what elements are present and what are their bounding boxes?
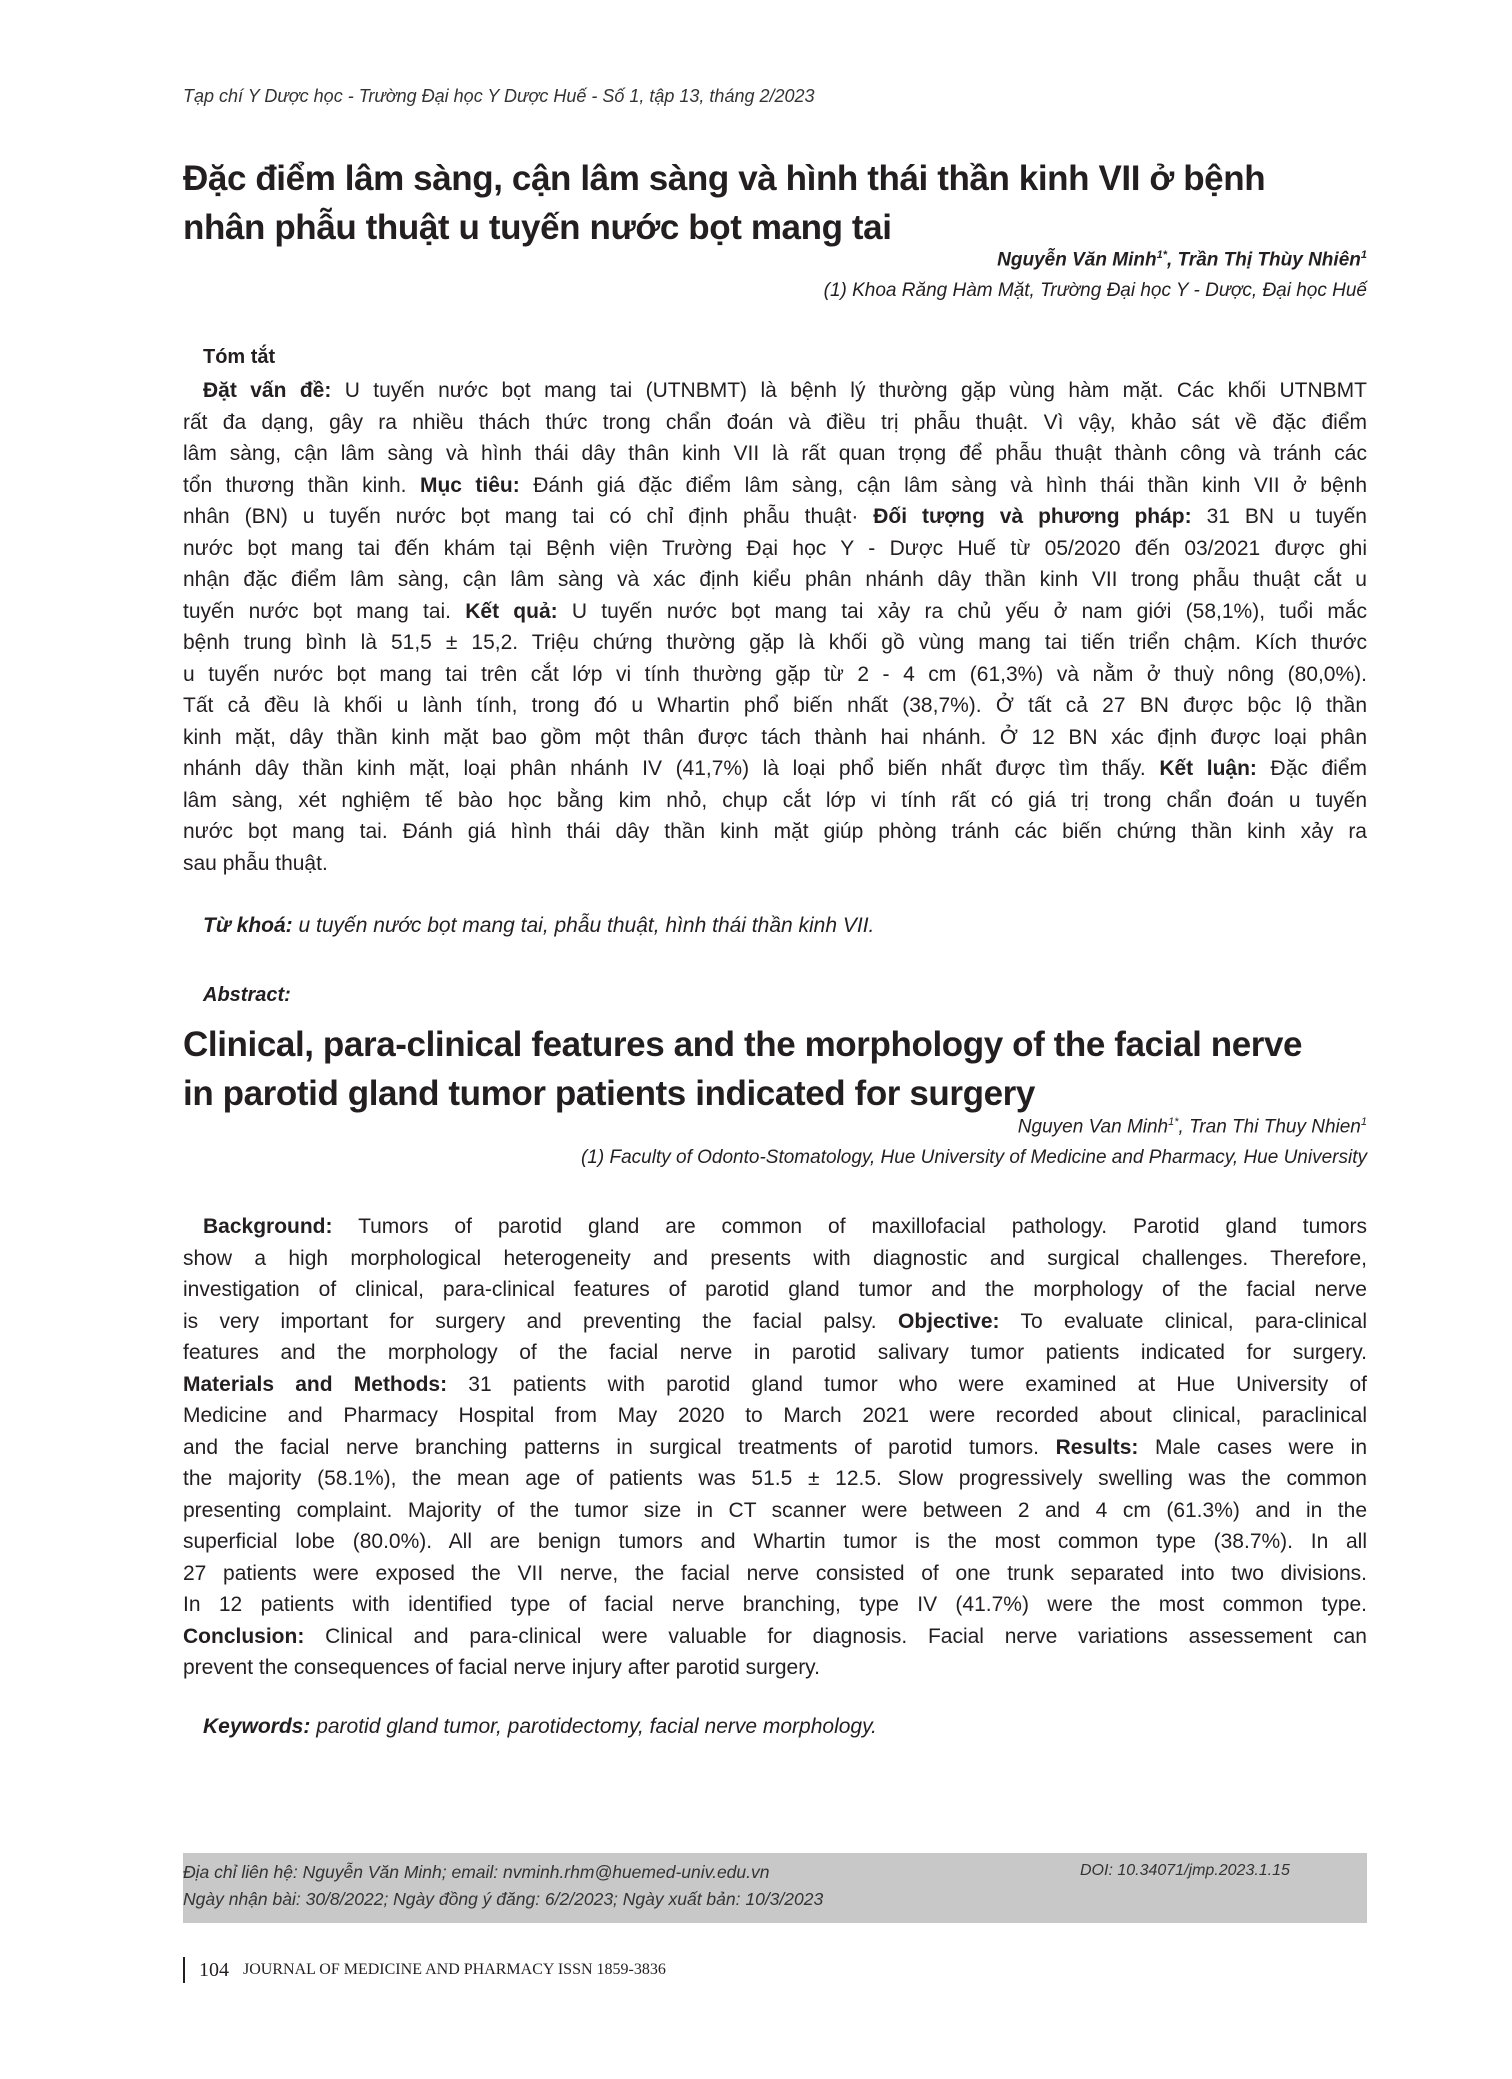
section-label: Background:: [203, 1215, 333, 1238]
footer-rule: [183, 1957, 185, 1983]
text-run: nhận đặc điểm lâm sàng, cận lâm sàng và xác định kiểu phân nhánh dây thần kinh VII trong phẫu thuật cắt u: [183, 568, 1367, 591]
text-line: [183, 659, 1367, 691]
text-line: [183, 407, 1367, 439]
author-2: , Tran Thi Thuy Nhien: [1178, 1116, 1361, 1138]
text-run: bệnh trung bình là 51,5 ± 15,2. Triệu chứng thường gặp là khối gồ vùng mang tai tiến triển chậm. Kích thước: [183, 631, 1367, 654]
en-title: [183, 1020, 1373, 1118]
doi: DOI: 10.34071/jmp.2023.1.15: [1080, 1862, 1290, 1879]
text-run: sau phẫu thuật.: [183, 851, 328, 875]
text-run: To evaluate clinical, para-clinical: [999, 1309, 1367, 1333]
text-run: Medicine and Pharmacy Hospital from May 2020 to March 2021 were recorded about clinical, paraclinical: [183, 1404, 1367, 1427]
author-1-sup: 1*: [1156, 249, 1167, 261]
en-title-line: in parotid gland tumor patients indicated for surgery: [183, 1074, 1035, 1113]
text-line: [183, 438, 1367, 470]
text-run: Tất cả đều là khối u lành tính, trong đó u Whartin phổ biến nhất (38,7%). Ở tất cả 27 BN được bộc lộ thần: [183, 694, 1367, 717]
text-run: presenting complaint. Majority of the tumor size in CT scanner were between 2 and 4 cm (61.3%) and in the: [183, 1498, 1367, 1522]
journal-name: JOURNAL OF MEDICINE AND PHARMACY ISSN 1859-3836: [243, 1961, 666, 1978]
text-line: [183, 722, 1367, 754]
section-label: Đối tượng và phương pháp:: [873, 505, 1192, 528]
vi-authors: [997, 249, 1367, 271]
vi-abstract-heading: Tóm tắt: [203, 346, 276, 368]
text-line: [183, 564, 1367, 596]
keywords-label: Keywords:: [203, 1715, 311, 1738]
keywords-label: Từ khoá:: [203, 914, 293, 937]
author-1: Nguyen Van Minh: [1017, 1116, 1169, 1138]
text-run: is very important for surgery and preventing the facial palsy.: [183, 1309, 898, 1333]
vi-title-line: nhân phẫu thuật u tuyến nước bọt mang tai: [183, 208, 892, 247]
text-run: lâm sàng, cận lâm sàng và hình thái dây thân kinh VII là rất quan trọng để phẫu thuật thành công và tránh các: [183, 442, 1367, 465]
text-line: [183, 1243, 1367, 1275]
text-line: [183, 375, 1367, 407]
text-run: kinh mặt, dây thần kinh mặt bao gồm một thân được tách thành hai nhánh. Ở 12 BN xác định được loại phân: [183, 725, 1367, 749]
contact-info: Địa chỉ liên hệ: Nguyễn Văn Minh; email: nvminh.rhm@huemed-univ.edu.vn: [183, 1862, 770, 1882]
text-run: superficial lobe (80.0%). All are benign tumors and Whartin tumor is the most common type (38.7%). In all: [183, 1530, 1367, 1553]
keywords-text: u tuyến nước bọt mang tai, phẫu thuật, hình thái thần kinh VII.: [292, 914, 875, 937]
section-label: Objective:: [897, 1309, 1000, 1333]
text-run: rất đa dạng, gây ra nhiều thách thức trong chẩn đoán và điều trị phẫu thuật. Vì vậy, khảo sát về đặc điểm: [183, 410, 1367, 434]
text-run: the majority (58.1%), the mean age of patients was 51.5 ± 12.5. Slow progressively swelling was the common: [183, 1467, 1367, 1490]
en-abstract-body: [183, 1211, 1367, 1684]
text-run: tuyến nước bọt mang tai.: [183, 599, 466, 623]
text-run: u tuyến nước bọt mang tai trên cắt lớp vi tính thường gặp từ 2 - 4 cm (61,3%) và nằm ở thuỳ nông (80,0%).: [183, 662, 1367, 686]
text-run: nước bọt mang tai. Đánh giá hình thái dây thần kinh mặt giúp phòng tránh các biến chứng thần kinh xảy ra: [183, 820, 1367, 843]
text-run: Male cases were in: [1138, 1435, 1367, 1459]
text-line: [183, 1369, 1367, 1401]
text-line: [183, 848, 1367, 880]
text-line: [183, 1526, 1367, 1558]
en-keywords: [203, 1715, 877, 1739]
en-affiliation: (1) Faculty of Odonto-Stomatology, Hue University of Medicine and Pharmacy, Hue University: [580, 1147, 1367, 1168]
text-line: [183, 1211, 1367, 1243]
text-line: [183, 596, 1367, 628]
text-run: In 12 patients with identified type of facial nerve branching, type IV (41.7%) were the most common type.: [183, 1593, 1367, 1616]
text-run: 31 patients with parotid gland tumor who were examined at Hue University of: [447, 1372, 1367, 1396]
section-label: Conclusion:: [183, 1624, 305, 1648]
text-run: tổn thương thần kinh.: [183, 473, 420, 497]
text-line: [183, 1400, 1367, 1432]
vi-affiliation: (1) Khoa Răng Hàm Mặt, Trường Đại học Y - Dược, Đại học Huế: [823, 280, 1367, 301]
text-line: [183, 753, 1367, 785]
text-run: Tumors of parotid gland are common of maxillofacial pathology. Parotid gland tumors: [332, 1215, 1367, 1238]
text-run: features and the morphology of the facial nerve in parotid salivary tumor patients indicated for surgery.: [183, 1341, 1367, 1364]
section-label: Đặt vấn đề:: [203, 379, 332, 402]
text-run: Đánh giá đặc điểm lâm sàng, cận lâm sàng và hình thái thần kinh VII ở bệnh: [519, 473, 1367, 497]
text-line: [183, 1652, 1367, 1684]
text-line: [183, 785, 1367, 817]
author-1: Nguyễn Văn Minh: [997, 249, 1157, 271]
page-footer: [183, 1957, 666, 1983]
text-run: U tuyến nước bọt mang tai (UTNBMT) là bệnh lý thường gặp vùng hàm mặt. Các khối UTNBMT: [331, 379, 1367, 402]
text-line: [183, 1463, 1367, 1495]
section-label: Materials and Methods:: [183, 1372, 448, 1396]
keywords-text: parotid gland tumor, parotidectomy, facial nerve morphology.: [310, 1715, 877, 1738]
vi-title-line: Đặc điểm lâm sàng, cận lâm sàng và hình thái thần kinh VII ở bệnh: [183, 159, 1266, 198]
section-label: Kết luận:: [1159, 757, 1257, 780]
text-line: [183, 1306, 1367, 1338]
text-run: lâm sàng, xét nghiệm tế bào học bằng kim nhỏ, chụp cắt lớp vi tính rất có giá trị trong chẩn đoán u tuyến: [183, 788, 1367, 812]
author-2-sup: 1: [1360, 1116, 1367, 1128]
en-abstract-heading: Abstract:: [203, 984, 291, 1006]
text-run: investigation of clinical, para-clinical features of parotid gland tumor and the morphology of the facial nerve: [183, 1278, 1367, 1301]
text-run: show a high morphological heterogeneity and presents with diagnostic and surgical challenges. Therefore,: [183, 1246, 1367, 1270]
section-label: Mục tiêu:: [419, 473, 520, 497]
text-run: nước bọt mang tai đến khám tại Bệnh viện Trường Đại học Y - Dược Huế từ 05/2020 đến 03/2021 được ghi: [183, 536, 1367, 560]
contact-wrap: [183, 1862, 769, 1883]
page-number: 104: [199, 1958, 229, 1981]
text-line: [183, 1432, 1367, 1464]
text-line: [183, 1274, 1367, 1306]
text-run: and the facial nerve branching patterns in surgical treatments of parotid tumors.: [183, 1435, 1056, 1459]
text-run: Clinical and para-clinical were valuable for diagnosis. Facial nerve variations assessement can: [304, 1624, 1367, 1648]
text-line: [183, 533, 1367, 565]
vi-abstract-body: [183, 375, 1367, 879]
dates-info: Ngày nhận bài: 30/8/2022; Ngày đồng ý đăng: 6/2/2023; Ngày xuất bản: 10/3/2023: [183, 1889, 824, 1909]
text-line: [183, 1589, 1367, 1621]
text-run: 27 patients were exposed the VII nerve, the facial nerve consisted of one trunk separated into two divisions.: [183, 1561, 1367, 1585]
text-run: prevent the consequences of facial nerve injury after parotid surgery.: [183, 1656, 820, 1679]
section-label: Kết quả:: [465, 599, 558, 623]
text-run: nhánh dây thần kinh mặt, loại phân nhánh IV (41,7%) là loại phổ biến nhất được tìm thấy.: [183, 757, 1160, 780]
text-line: [183, 1621, 1367, 1653]
text-run: 31 BN u tuyến: [1191, 505, 1367, 528]
journal-header: Tạp chí Y Dược học - Trường Đại học Y Dược Huế - Số 1, tập 13, tháng 2/2023: [183, 86, 815, 106]
text-line: [183, 816, 1367, 848]
text-line: [183, 470, 1367, 502]
text-line: [183, 1558, 1367, 1590]
author-2: , Trần Thị Thùy Nhiên: [1166, 249, 1361, 271]
author-2-sup: 1: [1360, 249, 1367, 261]
text-line: [183, 627, 1367, 659]
en-title-line: Clinical, para-clinical features and the morphology of the facial nerve: [183, 1025, 1303, 1064]
author-1-sup: 1*: [1168, 1116, 1179, 1128]
text-line: [183, 690, 1367, 722]
section-label: Results:: [1055, 1435, 1139, 1459]
text-run: nhân (BN) u tuyến nước bọt mang tai có chỉ định phẫu thuật·: [183, 505, 874, 528]
text-run: U tuyến nước bọt mang tai xảy ra chủ yếu ở nam giới (58,1%), tuổi mắc: [557, 599, 1367, 623]
text-line: [183, 1337, 1367, 1369]
text-run: Đặc điểm: [1256, 757, 1367, 780]
vi-title: [183, 154, 1373, 252]
text-line: [183, 1495, 1367, 1527]
en-authors: [1018, 1116, 1367, 1138]
vi-keywords: [203, 914, 874, 938]
text-line: [183, 501, 1367, 533]
